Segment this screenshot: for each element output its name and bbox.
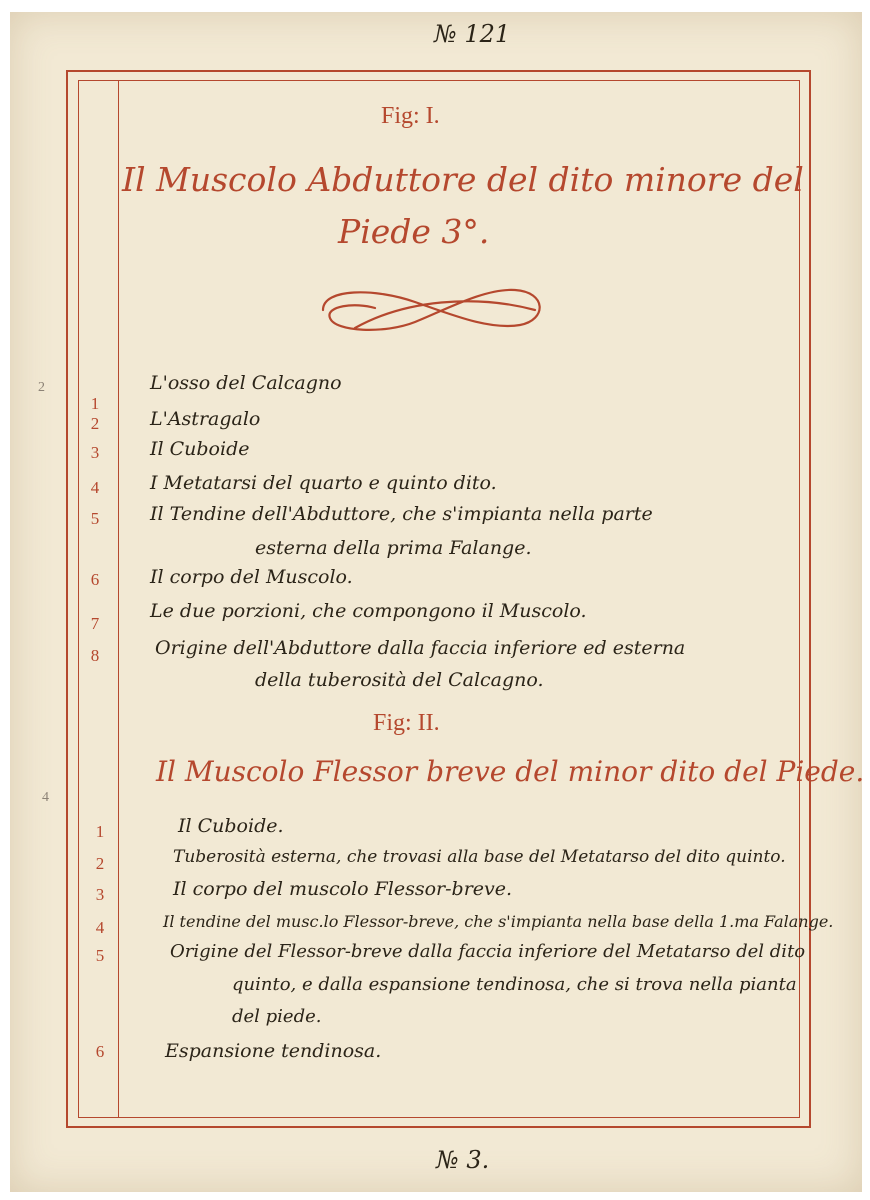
legend-entry-continuation: quinto, e dalla espansione tendinosa, che si trova nella pianta	[232, 974, 797, 995]
legend-entry-continuation: della tuberosità del Calcagno.	[255, 669, 544, 691]
figure-1-label: Fig: I.	[381, 103, 440, 129]
pencil-mark: 4	[42, 790, 49, 805]
item-number: 3	[90, 443, 100, 462]
margin-rule	[118, 80, 119, 1118]
legend-entry: Il corpo del Muscolo.	[150, 566, 353, 588]
figure-1-title-line-2: Piede 3°.	[338, 212, 490, 251]
legend-entry: I Metatarsi del quarto e quinto dito.	[150, 472, 497, 494]
legend-entry: L'osso del Calcagno	[150, 372, 342, 394]
item-number: 5	[95, 946, 105, 965]
legend-entry: Il tendine del musc.lo Flessor-breve, che s'impianta nella base della 1.ma Falange.	[163, 912, 834, 931]
legend-entry: Il Cuboide	[150, 438, 250, 460]
legend-entry: Il Cuboide.	[178, 815, 284, 837]
item-number: 1	[90, 394, 100, 413]
legend-entry-continuation: esterna della prima Falange.	[255, 537, 532, 559]
item-number: 3	[95, 885, 105, 904]
figure-2-title: Il Muscolo Flessor breve del minor dito del Piede.	[156, 755, 865, 788]
legend-entry: Tuberosità esterna, che trovasi alla base del Metatarso del dito quinto.	[173, 847, 786, 867]
pencil-mark: 2	[38, 380, 45, 395]
item-number: 1	[95, 822, 105, 841]
figure-1-title-line-1: Il Muscolo Abduttore del dito minore del	[122, 160, 804, 199]
folio-number-top: № 121	[434, 20, 511, 48]
item-number: 8	[90, 646, 100, 665]
legend-entry: Espansione tendinosa.	[165, 1040, 382, 1062]
item-number: 4	[95, 918, 105, 937]
legend-entry-continuation: del piede.	[232, 1006, 322, 1027]
legend-entry: Il Tendine dell'Abduttore, che s'impianta nella parte	[150, 503, 653, 525]
legend-entry: Le due porzioni, che compongono il Muscolo.	[150, 600, 587, 622]
item-number: 2	[90, 414, 100, 433]
decorative-flourish	[315, 280, 550, 340]
item-number: 5	[90, 509, 100, 528]
legend-entry: Origine del Flessor-breve dalla faccia inferiore del Metatarso del dito	[170, 941, 806, 962]
figure-2-label: Fig: II.	[373, 710, 440, 736]
item-number: 6	[95, 1042, 105, 1061]
item-number: 6	[90, 570, 100, 589]
folio-number-bottom: № 3.	[436, 1146, 490, 1174]
legend-entry: Il corpo del muscolo Flessor-breve.	[173, 878, 513, 900]
item-number: 7	[90, 614, 100, 633]
item-number: 2	[95, 854, 105, 873]
legend-entry: Origine dell'Abduttore dalla faccia inferiore ed esterna	[155, 637, 686, 659]
item-number: 4	[90, 478, 100, 497]
legend-entry: L'Astragalo	[150, 408, 261, 430]
